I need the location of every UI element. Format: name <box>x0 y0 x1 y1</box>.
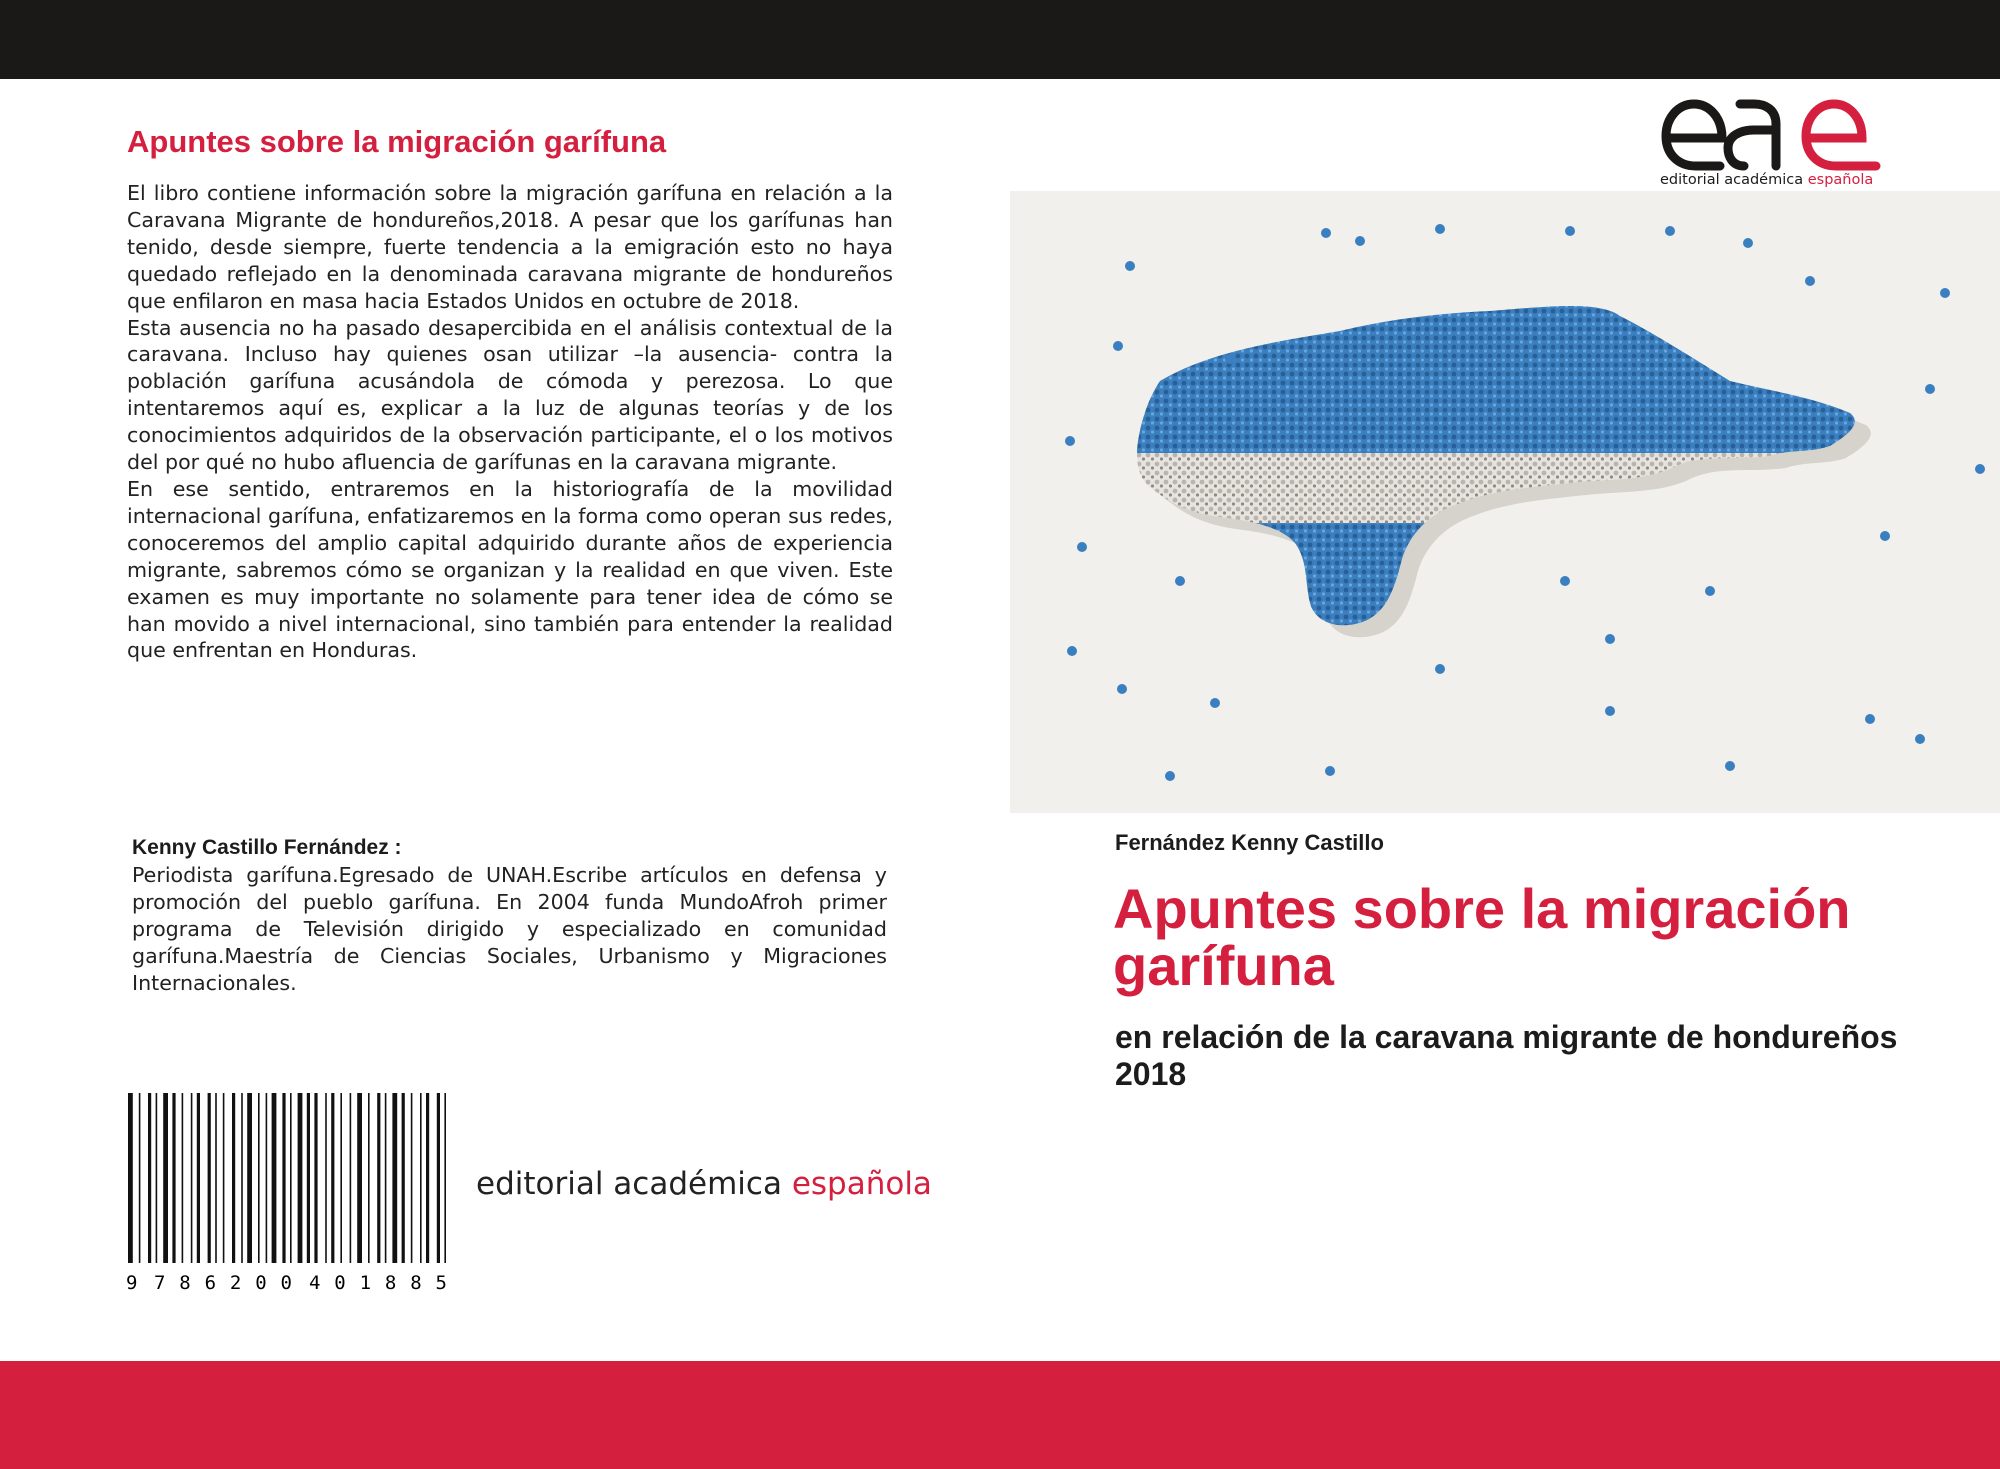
barcode-bar <box>325 1093 327 1263</box>
bottom-band <box>0 1361 2000 1469</box>
barcode-bar <box>266 1093 268 1263</box>
author-bio-text: Periodista garífuna.Egresado de UNAH.Escribe artículos en defensa y promoción del pueblo garífuna. En 2004 funda MundoAfroh primer programa de Televisión dirigido y especializado en comunidad garífuna.Maestría de Ciencias Sociales, Urbanismo y Migraciones Internacionales. <box>132 863 887 995</box>
barcode-bar <box>340 1093 342 1263</box>
isbn-barcode <box>126 1093 460 1293</box>
barcode-bar <box>232 1093 235 1263</box>
barcode-bar <box>241 1093 243 1263</box>
cover-photo <box>1010 191 2000 813</box>
isbn-digit-group-right: 401885 <box>309 1272 447 1293</box>
top-band <box>0 0 2000 79</box>
logo-caption <box>1660 172 1873 188</box>
barcode-bar <box>172 1093 175 1263</box>
barcode-bar <box>357 1093 362 1263</box>
barcode-bar <box>272 1093 277 1263</box>
publisher-imprint-back <box>476 1166 932 1202</box>
author-bio-block <box>132 834 887 997</box>
logo-caption-text: editorial académica <box>1660 172 1804 188</box>
isbn-digit-first: 9 <box>126 1272 138 1293</box>
barcode-bar <box>156 1093 158 1263</box>
logo-caption-accent: española <box>1807 172 1874 188</box>
barcode-bars <box>128 1093 446 1263</box>
barcode-bar <box>392 1093 397 1263</box>
barcode-bar <box>426 1093 429 1263</box>
barcode-bar <box>411 1093 413 1263</box>
back-cover-blurb <box>127 180 893 664</box>
barcode-bar <box>385 1093 387 1263</box>
barcode-bar <box>298 1093 303 1263</box>
barcode-bar <box>290 1093 292 1263</box>
barcode-bar <box>258 1093 260 1263</box>
barcode-bar <box>444 1093 446 1263</box>
blurb-paragraph: En ese sentido, entraremos en la historiografía de la movilidad internacional garífuna, enfatizaremos en la forma como operan sus redes, conoceremos del amplio capital adquirido durante años de experiencia migrante, sabremos cómo se organizan y la realidad en que viven. Este examen es muy importante no solamente para tener idea de cómo se han movido a nivel internacional, sino también para entender la realidad que enfrentan en Honduras. <box>127 476 893 663</box>
imprint-accent-text: española <box>791 1166 932 1202</box>
barcode-bar <box>208 1093 211 1263</box>
barcode-bar <box>191 1093 193 1263</box>
barcode-bar <box>420 1093 422 1263</box>
barcode-bar <box>307 1093 310 1263</box>
isbn-digit-group-left: 786200 <box>154 1272 292 1293</box>
back-cover-title: Apuntes sobre la migración garífuna <box>127 124 667 159</box>
barcode-bar <box>282 1093 285 1263</box>
barcode-bar <box>437 1093 440 1263</box>
barcode-bar <box>314 1093 317 1263</box>
barcode-bar <box>148 1093 151 1263</box>
blurb-paragraph: El libro contiene información sobre la migración garífuna en relación a la Caravana Migrante de hondureños,2018. A pesar que los garífunas han tenido, desde siempre, fuerte tendencia a la emigración esto no haya quedado reflejado en la denominada caravana migrante de hondureños que enfilaron en masa hacia Estados Unidos en octubre de 2018. <box>127 181 893 313</box>
front-cover-author: Fernández Kenny Castillo <box>1115 830 1384 855</box>
imprint-text: editorial académica <box>476 1166 782 1202</box>
barcode-bar <box>377 1093 380 1263</box>
honduras-map-crowd-image <box>1010 191 2000 813</box>
barcode-bar <box>402 1093 405 1263</box>
front-cover-subtitle: en relación de la caravana migrante de hondureños 2018 <box>1115 1019 1898 1092</box>
barcode-bar <box>247 1093 252 1263</box>
barcode-bar <box>128 1093 133 1263</box>
barcode-bar <box>368 1093 370 1263</box>
barcode-bar <box>331 1093 334 1263</box>
barcode-bar <box>350 1093 352 1263</box>
front-cover-title: Apuntes sobre la migración garífuna <box>1113 877 1851 997</box>
barcode-bar <box>197 1093 200 1263</box>
barcode-bar <box>139 1093 141 1263</box>
author-bio-heading: Kenny Castillo Fernández : <box>132 836 402 859</box>
barcode-bar <box>215 1093 217 1263</box>
barcode-bar <box>163 1093 168 1263</box>
barcode-bar <box>223 1093 225 1263</box>
barcode-bar <box>182 1093 184 1263</box>
blurb-paragraph: Esta ausencia no ha pasado desapercibida en el análisis contextual de la caravana. Incluso hay quienes osan utilizar –la ausencia- contra la población garífuna acusándola de cómoda y perezosa. Lo que intentaremos aquí es, explicar a la luz de algunas teorías y de los conocimientos adquiridos de la observación participante, el o los motivos del por qué no hubo afluencia de garífunas en la caravana migrante. <box>127 315 893 475</box>
